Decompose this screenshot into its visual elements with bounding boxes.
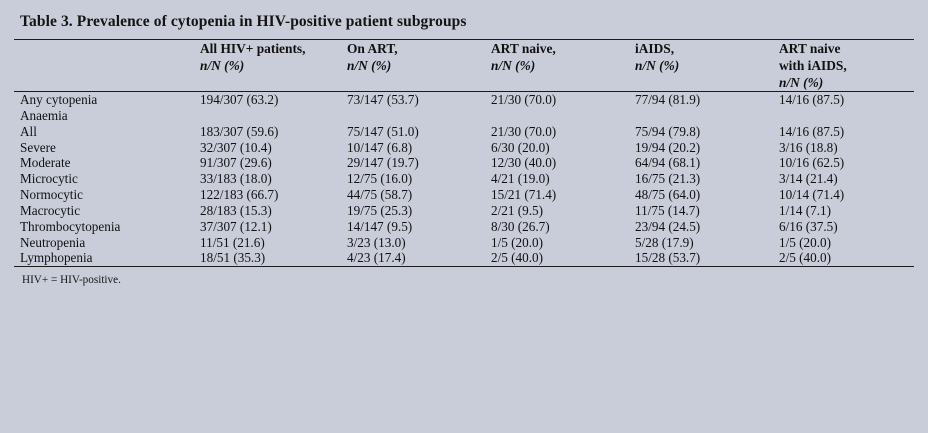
row-value: 75/94 (79.8) [635,123,701,139]
row-value [635,108,779,124]
header-line2: On ART, [347,41,398,56]
row-label: Severe [20,139,56,155]
header-cell-on-art [347,40,491,92]
row-value: 18/51 (35.3) [200,250,347,266]
row-value: 122/183 (66.7) [200,187,279,203]
row-label: Moderate [20,155,71,171]
row-value: 2/21 (9.5) [491,202,544,218]
header-line2: iAIDS, [635,41,675,56]
row-value: 11/75 (14.7) [635,202,700,218]
row-value: 1/5 (20.0) [491,234,544,250]
row-value: 2/5 (40.0) [779,250,914,266]
table-row [14,140,914,156]
row-value: 183/307 (59.6) [200,123,279,139]
header-line3: n/N (%) [200,58,245,74]
header-cell-label [14,40,200,92]
header-line3: n/N (%) [779,75,824,91]
row-value: 4/21 (19.0) [491,171,550,187]
row-value: 1/14 (7.1) [779,202,832,218]
table-body [14,92,914,267]
table-row [14,219,914,235]
row-value: 3/14 (21.4) [779,171,838,187]
table-row [14,124,914,140]
row-value: 14/16 (87.5) [779,123,845,139]
header-line2: All HIV+ patients, [200,41,306,56]
row-label: Anaemia [20,107,68,123]
row-value [779,108,914,124]
table-row [14,187,914,203]
table-row [14,108,914,124]
table-row [14,171,914,187]
row-value: 77/94 (81.9) [635,92,779,108]
header-cell-art-naive [491,40,635,92]
row-value: 15/28 (53.7) [635,250,779,266]
row-value: 12/75 (16.0) [347,171,413,187]
row-value: 23/94 (24.5) [635,218,701,234]
table-row [14,250,914,266]
row-value: 64/94 (68.1) [635,155,701,171]
row-value: 29/147 (19.7) [347,155,419,171]
row-value: 21/30 (70.0) [491,123,557,139]
row-label: All [20,123,37,139]
row-value: 33/183 (18.0) [200,171,272,187]
row-value: 28/183 (15.3) [200,202,272,218]
data-table [14,39,914,267]
row-value: 16/75 (21.3) [635,171,701,187]
row-value: 1/5 (20.0) [779,234,832,250]
header-line3: n/N (%) [635,58,680,74]
row-value: 3/23 (13.0) [347,234,406,250]
row-label: Macrocytic [20,202,81,218]
header-line3: n/N (%) [491,58,536,74]
header-line2: ART naive, [491,41,556,56]
header-cell-iaids [635,40,779,92]
row-label: Thrombocytopenia [20,218,121,234]
row-label: Neutropenia [20,234,86,250]
table-row [14,92,914,108]
row-value: 15/21 (71.4) [491,187,557,203]
row-value: 21/30 (70.0) [491,92,635,108]
row-value: 19/94 (20.2) [635,139,701,155]
row-value: 37/307 (12.1) [200,218,272,234]
row-value: 32/307 (10.4) [200,139,272,155]
row-value: 14/147 (9.5) [347,218,413,234]
row-value: 3/16 (18.8) [779,139,838,155]
row-value: 73/147 (53.7) [347,92,491,108]
table-row [14,203,914,219]
row-value: 2/5 (40.0) [491,250,635,266]
row-value: 91/307 (29.6) [200,155,272,171]
row-label: Microcytic [20,171,78,187]
table-footnote: HIV+ = HIV-positive. [22,274,121,287]
header-cell-all-hiv [200,40,347,92]
row-value [347,108,491,124]
header-line2: with iAIDS, [779,58,847,74]
row-value: 8/30 (26.7) [491,218,550,234]
table-row [14,235,914,251]
row-label: Lymphopenia [14,250,200,266]
table-title: Table 3. Prevalence of cytopenia in HIV-positive patient subgroups [20,13,467,30]
header-cell-art-naive-iaids [779,40,914,92]
table-header [14,40,914,92]
row-value: 19/75 (25.3) [347,202,413,218]
row-value: 6/30 (20.0) [491,139,550,155]
row-value: 48/75 (64.0) [635,187,701,203]
header-line1: ART naive [779,41,841,56]
row-value: 194/307 (63.2) [200,92,347,108]
row-value: 44/75 (58.7) [347,187,413,203]
row-value: 4/23 (17.4) [347,250,491,266]
row-label: Any cytopenia [14,92,200,108]
row-value: 10/14 (71.4) [779,187,845,203]
row-value: 12/30 (40.0) [491,155,557,171]
row-value [491,108,635,124]
header-row [14,40,914,92]
row-value: 10/16 (62.5) [779,155,845,171]
row-value: 6/16 (37.5) [779,218,838,234]
row-value: 11/51 (21.6) [200,234,265,250]
row-value: 5/28 (17.9) [635,234,694,250]
row-value: 75/147 (51.0) [347,123,419,139]
row-value [200,108,347,124]
table-row [14,155,914,171]
row-value: 14/16 (87.5) [779,92,914,108]
row-value: 10/147 (6.8) [347,139,413,155]
header-line3: n/N (%) [347,58,392,74]
row-label: Normocytic [20,187,83,203]
